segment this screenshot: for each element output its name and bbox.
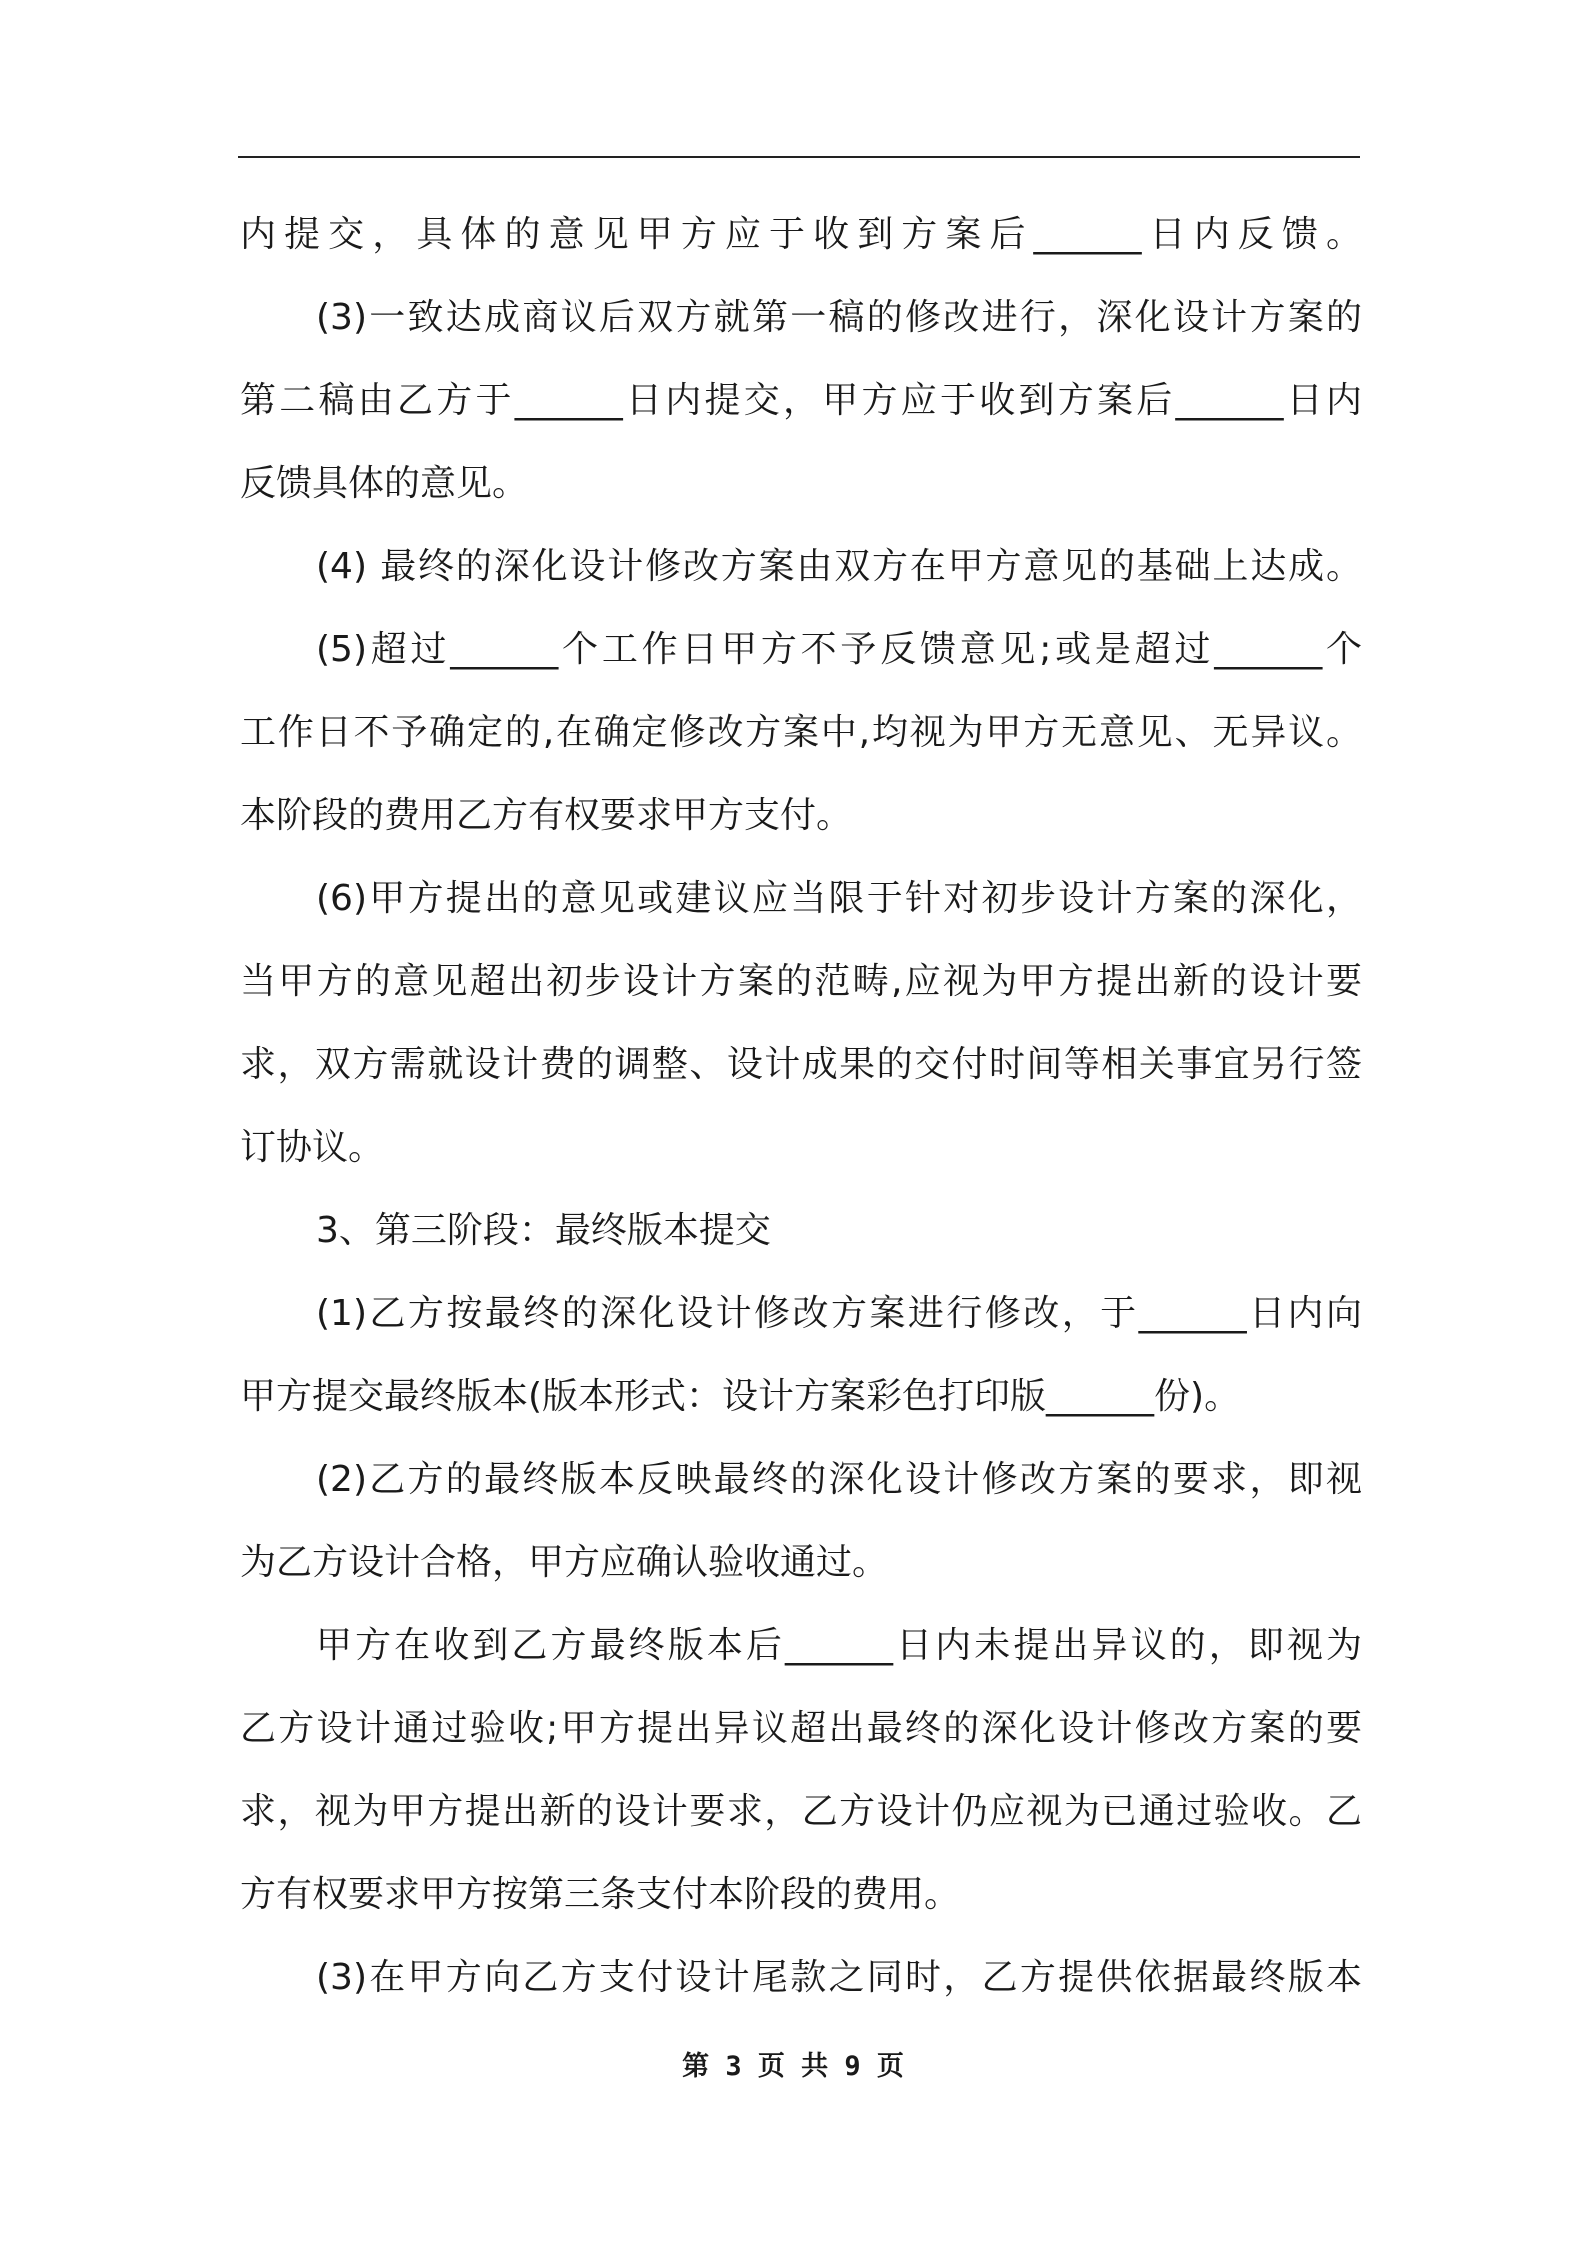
text-line: 订协议。 (240, 1127, 385, 1168)
text-line: (2)乙方的最终版本反映最终的深化设计修改方案的要求，即视 (316, 1459, 1362, 1500)
text-line: 反馈具体的意见。 (240, 463, 529, 504)
text-line: 工作日不予确定的,在确定修改方案中,均视为甲方无意见、无异议。 (240, 712, 1362, 753)
text-line: 为乙方设计合格，甲方应确认验收通过。 (240, 1542, 889, 1583)
document-body (240, 193, 1362, 2019)
text-line: 内提交，具体的意见甲方应于收到方案后______日内反馈。 (240, 214, 1362, 255)
text-line: 本阶段的费用乙方有权要求甲方支付。 (240, 795, 853, 836)
page-number-footer: 第 3 页 共 9 页 (682, 2051, 904, 2082)
text-line: 甲方提交最终版本(版本形式：设计方案彩色打印版______份)。 (240, 1376, 1241, 1417)
text-line: (1)乙方按最终的深化设计修改方案进行修改，于______日内向 (316, 1293, 1362, 1334)
text-line: 乙方设计通过验收;甲方提出异议超出最终的深化设计修改方案的要 (240, 1708, 1362, 1749)
text-line: 当甲方的意见超出初步设计方案的范畴,应视为甲方提出新的设计要 (240, 961, 1362, 1002)
text-line: (3)在甲方向乙方支付设计尾款之同时，乙方提供依据最终版本 (316, 1957, 1362, 1998)
header-rule (238, 156, 1360, 158)
text-line: 求，双方需就设计费的调整、设计成果的交付时间等相关事宜另行签 (240, 1044, 1362, 1085)
section-heading: 3、第三阶段：最终版本提交 (316, 1210, 771, 1251)
text-line: (4) 最终的深化设计修改方案由双方在甲方意见的基础上达成。 (316, 546, 1362, 587)
text-line: (3)一致达成商议后双方就第一稿的修改进行，深化设计方案的 (316, 297, 1362, 338)
text-line: 求，视为甲方提出新的设计要求，乙方设计仍应视为已通过验收。乙 (240, 1791, 1362, 1832)
text-line: (6)甲方提出的意见或建议应当限于针对初步设计方案的深化， (316, 878, 1362, 919)
text-line: 甲方在收到乙方最终版本后______日内未提出异议的，即视为 (316, 1625, 1362, 1666)
text-line: 第二稿由乙方于______日内提交，甲方应于收到方案后______日内 (240, 380, 1362, 421)
text-line: 方有权要求甲方按第三条支付本阶段的费用。 (240, 1874, 961, 1915)
text-line: (5)超过______个工作日甲方不予反馈意见;或是超过______个 (316, 629, 1362, 670)
